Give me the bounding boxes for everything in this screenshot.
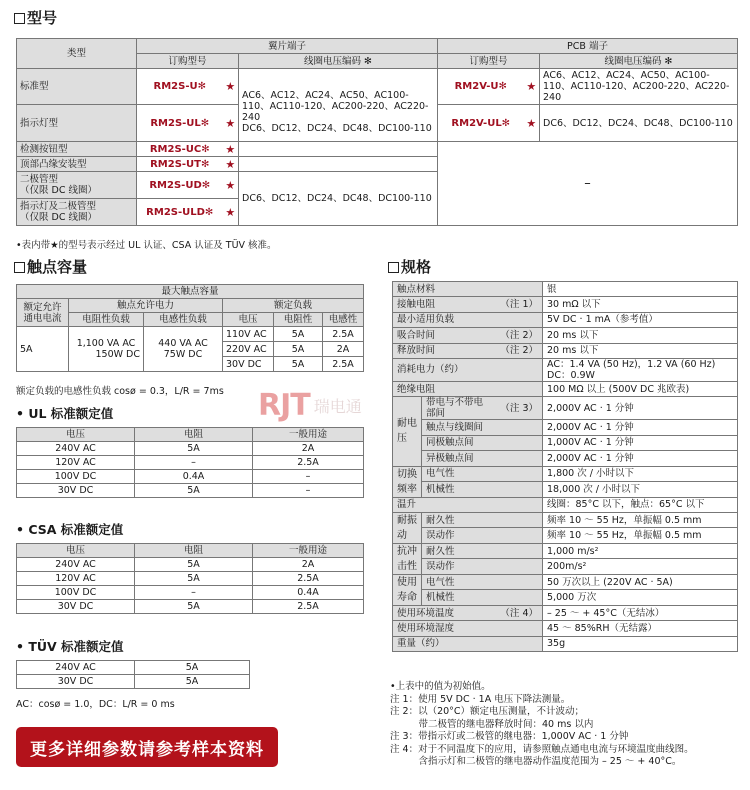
load-res: 5A: [274, 357, 323, 372]
rated-current: 5A: [17, 327, 69, 372]
spec-group-label: 耐振动: [393, 512, 422, 543]
spec-value: 100 MΩ 以上 (500V DC 兆欧表): [543, 381, 738, 396]
contact-table: [16, 284, 364, 372]
csa-cell: 2.5A: [253, 600, 364, 614]
spec-value: 18,000 次 / 小时以下: [543, 482, 738, 498]
rated-load-header: 额定负载: [223, 299, 364, 313]
ul-title: • UL 标准额定值: [16, 406, 114, 421]
tuv-cell: 30V DC: [17, 675, 135, 689]
spec-label: 温升: [393, 497, 543, 512]
load-voltage: 220V AC: [223, 342, 274, 357]
ul-cell: 5A: [135, 484, 253, 498]
col-pcb: PCB 端子: [438, 39, 738, 54]
load-res: 5A: [274, 342, 323, 357]
csa-cell: 100V DC: [17, 586, 135, 600]
contact-note: 额定负载的电感性负载 cosø = 0.3，L/R = 7ms: [16, 386, 224, 397]
spec-value: 200m/s²: [543, 559, 738, 575]
spec-note-ref: （注 4）: [496, 605, 543, 620]
csa-cell: 30V DC: [17, 600, 135, 614]
spec-value: 1,000V AC · 1 分钟: [543, 435, 738, 450]
model-number: RM2V-U✻: [438, 69, 524, 105]
load-voltage: 30V DC: [223, 357, 274, 372]
spec-value: 35g: [543, 636, 738, 651]
spec-note-ref: （注 2）: [496, 328, 543, 343]
spec-value: 2,000V AC · 1 分钟: [543, 451, 738, 466]
spec-note-ref: （注 1）: [496, 297, 543, 312]
csa-cell: 5A: [135, 558, 253, 572]
model-number: RM2S-ULD✻: [137, 199, 223, 226]
type-cell: 检测按钮型: [17, 142, 137, 157]
star-icon: ★: [223, 157, 239, 172]
spec-value: 30 mΩ 以下: [543, 297, 738, 312]
csa-cell: 5A: [135, 600, 253, 614]
spec-value: 线圈：85°C 以下，触点：65°C 以下: [543, 497, 738, 512]
col-type: 类型: [17, 39, 137, 69]
max-capacity-header: 最大触点容量: [17, 285, 364, 299]
load-res: 5A: [274, 327, 323, 342]
star-icon: ★: [223, 172, 239, 199]
csa-h-voltage: 电压: [17, 544, 135, 558]
col-blade-order: 订购型号: [137, 54, 239, 69]
ul-h-general: 一般用途: [253, 428, 364, 442]
spec-label: 最小适用负载: [393, 312, 543, 327]
allow-power-header: 触点允许电力: [69, 299, 223, 313]
type-cell: 二极管型 （仅限 DC 线圈）: [17, 172, 137, 199]
col-pcb-order: 订购型号: [438, 54, 540, 69]
spec-label: 使用环境温度: [393, 605, 496, 620]
spec-value: – 25 ～ + 45°C（无结冰）: [543, 605, 738, 620]
spec-value: 1,800 次 / 小时以下: [543, 466, 738, 482]
tuv-note: AC：cosø = 1.0，DC：L/R = 0 ms: [16, 699, 175, 710]
spec-value: 1,000 m/s²: [543, 543, 738, 559]
spec-label: 重量（约）: [393, 636, 543, 651]
ul-cell: –: [253, 470, 364, 484]
spec-group-label: 使用寿命: [393, 574, 422, 605]
spec-note-line: 注 4：对于不同温度下的应用，请参照触点通电电流与环境温度曲线图。: [390, 743, 694, 755]
load-ind: 2.5A: [323, 327, 364, 342]
ul-cell: –: [135, 456, 253, 470]
spec-note-ref: （注 2）: [496, 343, 543, 358]
spec-label: 绝缘电阻: [393, 381, 543, 396]
spec-value: 2,000V AC · 1 分钟: [543, 397, 738, 420]
star-icon: ★: [223, 69, 239, 105]
col-pcb-coil: 线圈电压编码 ✻: [540, 54, 738, 69]
spec-label: 触点与线圈间: [422, 420, 543, 435]
spec-label: 电气性: [422, 466, 543, 482]
tuv-cell: 240V AC: [17, 661, 135, 675]
model-note: •表内带★的型号表示经过 UL 认证、CSA 认证及 TÜV 核准。: [16, 240, 277, 251]
ul-h-res: 电阻: [135, 428, 253, 442]
spec-section-title: 规格: [388, 258, 431, 276]
spec-label: 使用环境湿度: [393, 621, 543, 636]
star-icon: ★: [223, 142, 239, 157]
tuv-table: [16, 660, 250, 689]
spec-label: 带电与不带电部间: [422, 397, 496, 420]
spec-label: 触点材料: [393, 282, 543, 297]
coil-codes-pcb-dc: DC6、DC12、DC24、DC48、DC100-110: [540, 105, 738, 142]
spec-label: 异极触点间: [422, 451, 543, 466]
tuv-title: • TÜV 标准额定值: [16, 639, 124, 654]
type-cell: 指示灯型: [17, 105, 137, 142]
spec-value: 20 ms 以下: [543, 328, 738, 343]
tuv-cell: 5A: [135, 675, 250, 689]
spec-label: 机械性: [422, 482, 543, 498]
load-voltage: 110V AC: [223, 327, 274, 342]
ind-power: 440 VA AC 75W DC: [144, 327, 223, 372]
spec-note-line: 注 1：使用 5V DC · 1A 电压下降法测量。: [390, 693, 571, 705]
model-number: RM2S-U✻: [137, 69, 223, 105]
type-cell: 指示灯及二极管型 （仅限 DC 线圈）: [17, 199, 137, 226]
spec-group-label: 切换频率: [393, 466, 422, 497]
ul-cell: 2.5A: [253, 456, 364, 470]
ind-header: 电感性: [323, 313, 364, 327]
spec-note-line: 注 3：带指示灯或二极管的继电器：1,000V AC · 1 分钟: [390, 731, 629, 742]
coil-codes-pcb-ac: AC6、AC12、AC24、AC50、AC100-110、AC110-120、AC200-220、AC220-240: [540, 69, 738, 105]
coil-codes-ac: AC6、AC12、AC24、AC50、AC100-110、AC110-120、AC200-220、AC220-240 DC6、DC12、DC24、DC48、DC100-110: [239, 69, 438, 142]
spec-group-label: 抗冲击性: [393, 543, 422, 574]
res-header: 电阻性: [274, 313, 323, 327]
ul-cell: –: [253, 484, 364, 498]
star-icon: ★: [223, 105, 239, 142]
ul-cell: 0.4A: [135, 470, 253, 484]
spec-label: 接触电阻: [393, 297, 496, 312]
ul-cell: 5A: [135, 442, 253, 456]
spec-label: 消耗电力（约）: [393, 358, 543, 381]
section-box-icon: [388, 262, 399, 273]
contact-section-title: 触点容量: [14, 258, 87, 276]
coil-empty: [239, 142, 438, 157]
csa-cell: 0.4A: [253, 586, 364, 600]
spec-note-line: 含指示灯和二极管的继电器动作温度范围为 – 25 ～ + 40°C。: [390, 756, 682, 767]
spec-label: 误动作: [422, 559, 543, 575]
spec-value: 5,000 万次: [543, 590, 738, 606]
spec-value: 20 ms 以下: [543, 343, 738, 358]
ul-cell: 100V DC: [17, 470, 135, 484]
spec-notes: [390, 681, 694, 769]
spec-value: AC：1.4 VA (50 Hz)，1.2 VA (60 Hz) DC：0.9W: [543, 358, 738, 381]
spec-label: 同极触点间: [422, 435, 543, 450]
load-ind: 2.5A: [323, 357, 364, 372]
csa-cell: 5A: [135, 572, 253, 586]
star-icon: ★: [223, 199, 239, 226]
spec-label: 误动作: [422, 528, 543, 544]
watermark-text: 瑞电通: [313, 397, 362, 416]
csa-h-general: 一般用途: [253, 544, 364, 558]
spec-label: 电气性: [422, 574, 543, 590]
model-table: [16, 38, 738, 226]
res-load-header: 电阻性负载: [69, 313, 144, 327]
csa-cell: 120V AC: [17, 572, 135, 586]
model-number: RM2S-UD✻: [137, 172, 223, 199]
star-icon: ★: [524, 105, 540, 142]
section-box-icon: [14, 262, 25, 273]
star-icon: ★: [524, 69, 540, 105]
spec-value: 频率 10 ～ 55 Hz，单振幅 0.5 mm: [543, 528, 738, 544]
spec-label: 耐久性: [422, 543, 543, 559]
col-blade-coil: 线圈电压编码 ✻: [239, 54, 438, 69]
csa-cell: 240V AC: [17, 558, 135, 572]
ul-cell: 2A: [253, 442, 364, 456]
pcb-not-available: –: [438, 142, 738, 226]
ul-h-voltage: 电压: [17, 428, 135, 442]
spec-note-line: •上表中的值为初始值。: [390, 681, 491, 692]
type-cell: 顶部凸缘安装型: [17, 157, 137, 172]
ul-cell: 120V AC: [17, 456, 135, 470]
spec-value: 频率 10 ～ 55 Hz，单振幅 0.5 mm: [543, 512, 738, 528]
spec-value: 银: [543, 282, 738, 297]
csa-title: • CSA 标准额定值: [16, 522, 124, 537]
section-box-icon: [14, 13, 25, 24]
spec-note-line: 注 2：以（20°C）额定电压测量，不计波动；: [390, 706, 585, 717]
spec-table: [392, 281, 738, 652]
spec-group-label: 耐电压: [393, 397, 422, 466]
rated-current-header: 额定允许通电电流: [17, 299, 69, 327]
csa-cell: 2.5A: [253, 572, 364, 586]
model-number: RM2S-UC✻: [137, 142, 223, 157]
spec-label: 耐久性: [422, 512, 543, 528]
spec-value: 45 ～ 85%RH（无结露）: [543, 621, 738, 636]
res-power: 1,100 VA AC 150W DC: [69, 327, 144, 372]
spec-label: 机械性: [422, 590, 543, 606]
ul-cell: 30V DC: [17, 484, 135, 498]
spec-note-ref: （注 3）: [496, 397, 543, 420]
csa-table: [16, 543, 364, 614]
more-details-button[interactable]: 更多详细参数请参考样本资料: [16, 727, 278, 767]
spec-label: 释放时间: [393, 343, 496, 358]
ind-load-header: 电感性负载: [144, 313, 223, 327]
ul-table: [16, 427, 364, 498]
tuv-cell: 5A: [135, 661, 250, 675]
model-number: RM2S-UL✻: [137, 105, 223, 142]
model-section-title: 型号: [14, 9, 57, 27]
csa-h-res: 电阻: [135, 544, 253, 558]
ul-cell: 240V AC: [17, 442, 135, 456]
col-blade: 翼片端子: [137, 39, 438, 54]
type-cell: 标准型: [17, 69, 137, 105]
watermark-logo: RJT: [258, 388, 310, 423]
spec-value: 50 万次以上 (220V AC · 5A): [543, 574, 738, 590]
voltage-header: 电压: [223, 313, 274, 327]
coil-empty: [239, 157, 438, 172]
csa-cell: –: [135, 586, 253, 600]
load-ind: 2A: [323, 342, 364, 357]
model-number: RM2S-UT✻: [137, 157, 223, 172]
spec-value: 2,000V AC · 1 分钟: [543, 420, 738, 435]
csa-cell: 2A: [253, 558, 364, 572]
model-number: RM2V-UL✻: [438, 105, 524, 142]
watermark: [258, 388, 362, 423]
spec-value: 5V DC · 1 mA（参考值）: [543, 312, 738, 327]
spec-note-line: 带二极管的继电器释放时间：40 ms 以内: [390, 718, 594, 730]
coil-codes-dc: DC6、DC12、DC24、DC48、DC100-110: [239, 172, 438, 226]
spec-label: 吸合时间: [393, 328, 496, 343]
